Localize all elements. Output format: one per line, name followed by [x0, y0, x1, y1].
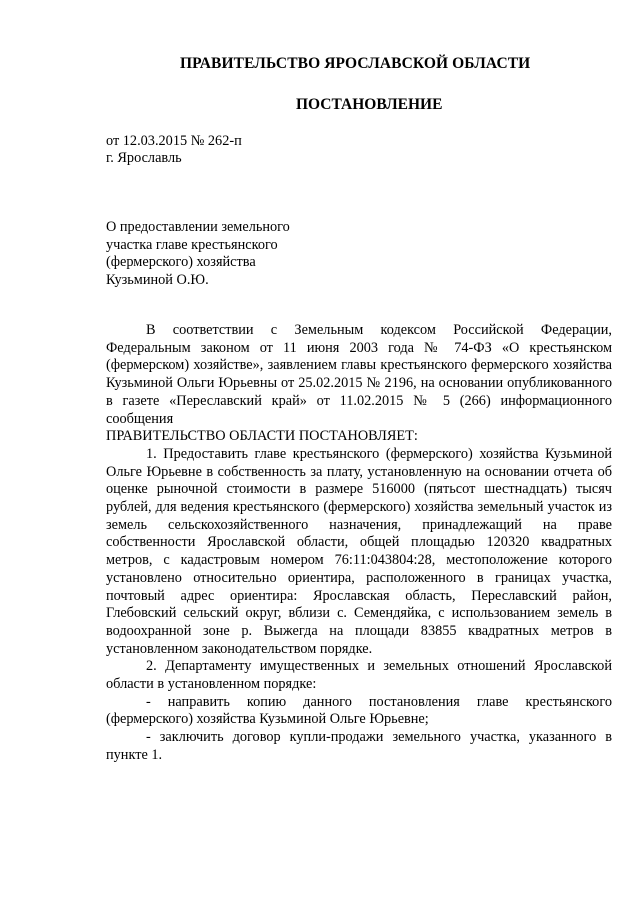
document-body	[106, 322, 612, 765]
decree-heading: ПРАВИТЕЛЬСТВО ОБЛАСТИ ПОСТАНОВЛЯЕТ:	[106, 428, 418, 445]
document-type-heading: ПОСТАНОВЛЕНИЕ	[296, 96, 443, 113]
subject-line: (фермерского) хозяйства	[106, 254, 256, 271]
subject-line: О предоставлении земельного	[106, 219, 290, 235]
clause-2: 2. Департаменту имущественных и земельных отношений Ярославской области в установленном порядке:	[106, 658, 612, 693]
subject-line: Кузьминой О.Ю.	[106, 272, 209, 289]
date-number: от 12.03.2015 № 262-п	[106, 133, 242, 149]
city: г. Ярославль	[106, 150, 182, 166]
preamble-paragraph: В соответствии с Земельным кодексом Российской Федерации, Федеральным законом от 11 июня 2003 года № 74-ФЗ «О крестьянском (фермерском) хозяйстве», заявлением главы крестьянского фермерского хозяйства Кузьминой Ольги Юрьевны от 25.02.2015 № 2196, на основании опубликованного в газете «Переславский край» от 11.02.2015 № 5 (266) информационного сообщения	[106, 322, 612, 427]
clause-1: 1. Предоставить главе крестьянского (фермерского) хозяйства Кузьминой Ольге Юрьевне в собственность за плату, установленную на основании отчета об оценке рыночной стоимости в размере 516000 (пятьсот шестнадцать) тысяч рублей, для ведения крестьянского (фермерского) хозяйства земельный участок из земель сельскохозяйственного назначения, принадлежащий на праве собственности Ярославской области, общей площадью 120320 квадратных метров, с кадастровым номером 76:11:043804:28, местоположение которого установлено относительно ориентира, расположенного в границах участка, почтовый адрес ориентира: Ярославская область, Переславский район, Глебовский сельский округ, вблизи с. Семендяйка, с использованием земель в водоохранной зоне р. Выжегда на площади 83855 квадратных метров в установленном законодательством порядке.	[106, 445, 612, 657]
document-meta	[106, 133, 242, 167]
clause-2-subitem: - направить копию данного постановления главе крестьянского (фермерского) хозяйства Кузьминой Ольге Юрьевне;	[106, 693, 612, 728]
clause-2-subitem: - заключить договор купли-продажи земельного участка, указанного в пункте 1.	[106, 729, 612, 763]
organization-title: ПРАВИТЕЛЬСТВО ЯРОСЛАВСКОЙ ОБЛАСТИ	[180, 55, 531, 72]
subject-line: участка главе крестьянского	[106, 236, 278, 253]
document-subject	[106, 219, 290, 290]
